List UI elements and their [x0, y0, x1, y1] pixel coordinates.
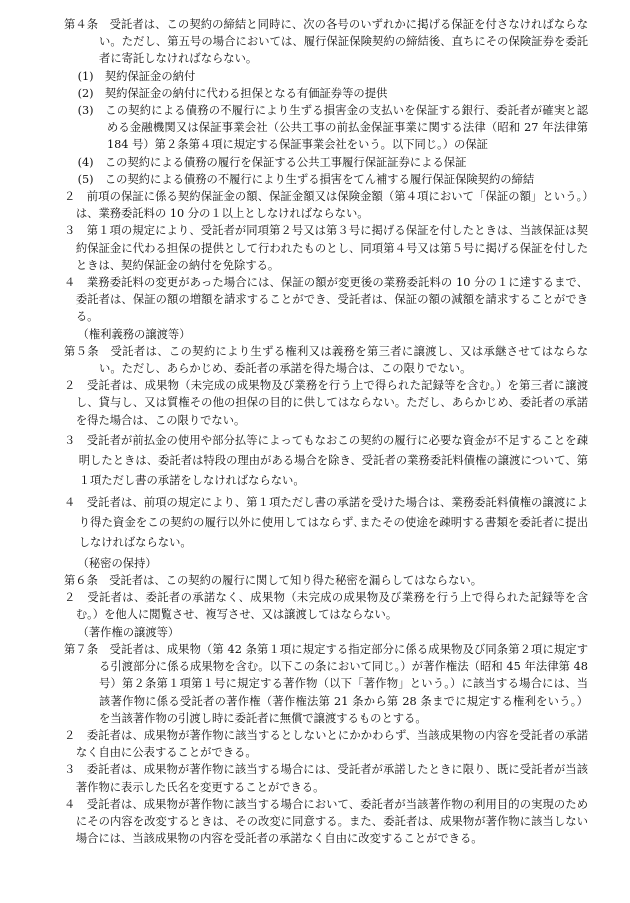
- contract-paragraph: (4) この契約による債務の履行を保証する公共工事履行保証証券による保証: [77, 155, 467, 169]
- contract-paragraph: ４ 受託者は、成果物が著作物に該当する場合において、委託者が当該著作物の利用目的の実現のためにその内容を改変するときは、その改変に同意する。また、委託者は、成果物が著作物に該当しない場合には、当該成果物の内容を受託者の承諾なく自由に改変することができる。: [64, 797, 588, 846]
- article-heading: （秘密の保持）: [77, 556, 157, 570]
- contract-paragraph: (3) この契約による債務の不履行により生ずる損害金の支払いを保証する銀行、委託者が確実と認める金融機関又は保証事業会社（公共工事の前払金保証事業に関する法律（昭和 27 年法律第 184 号）第２条第４項に規定する保証事業会社をいう。以下同じ。）の保証: [77, 104, 588, 152]
- contract-paragraph: 第４条 受託者は、この契約の締結と同時に、次の各号のいずれかに掲げる保証を付さなければならない。ただし、第五号の場合においては、履行保証保険契約の締結後、直ちにその保険証券を委託者に寄託しなければならない。: [64, 18, 588, 66]
- article-heading: （著作権の譲渡等）: [77, 625, 180, 639]
- contract-paragraph: (1) 契約保証金の納付: [77, 69, 196, 83]
- article-section: [64, 555, 588, 624]
- contract-paragraph: ２ 委託者は、成果物が著作物に該当するとしないとにかかわらず、当該成果物の内容を受託者の承諾なく自由に公表することができる。: [64, 728, 588, 760]
- contract-paragraph: ２ 前項の保証に係る契約保証金の額、保証金額又は保険金額（第４項において「保証の額」という。）は、業務委託料の 10 分の１以上としなければならない。: [64, 190, 588, 221]
- contract-paragraph: ４ 業務委託料の変更があった場合には、保証の額が変更後の業務委託料の 10 分の１に達するまで、委託者は、保証の額の増額を請求することができ、受託者は、保証の額の減額を請求することができる。: [64, 276, 588, 324]
- contract-paragraph: ２ 受託者は、委託者の承諾なく、成果物（未完成の成果物及び業務を行う上で得られた記録等を含む。）を他人に閲覧させ、複写させ、又は譲渡してはならない。: [64, 591, 588, 622]
- contract-paragraph: (2) 契約保証金の納付に代わる担保となる有価証券等の提供: [77, 86, 388, 100]
- contract-paragraph: ３ 受託者が前払金の使用や部分払等によってもなおこの契約の履行に必要な資金が不足することを疎明したときは、委託者は特段の理由がある場合を除き、受託者の業務委託料債権の譲渡について、第１項ただし書の承諾をしなければならない。: [64, 433, 588, 487]
- article-section: [64, 326, 588, 553]
- contract-paragraph: (5) この契約による債務の不履行により生ずる損害をてん補する履行保証保険契約の締結: [77, 172, 535, 186]
- contract-paragraph: ３ 第１項の規定により、受託者が同項第２号又は第３号に掲げる保証を付したときは、当該保証は契約保証金に代わる担保の提供として行われたものとし、同項第４号又は第５号に掲げる保証を付したときは、契約保証金の納付を免除する。: [64, 224, 588, 272]
- article-heading: （権利義務の譲渡等）: [77, 327, 191, 341]
- contract-paragraph: 第５条 受託者は、この契約により生ずる権利又は義務を第三者に譲渡し、又は承継させてはならない。ただし、あらかじめ、委託者の承諾を得た場合は、この限りでない。: [64, 344, 588, 376]
- contract-paragraph: 第６条 受託者は、この契約の履行に関して知り得た秘密を漏らしてはならない。: [64, 574, 482, 588]
- contract-paragraph: ２ 受託者は、成果物（未完成の成果物及び業務を行う上で得られた記録等を含む。）を第三者に譲渡し、貸与し、又は質権その他の担保の目的に供してはならない。ただし、あらかじめ、委託者の承諾を得た場合は、この限りでない。: [64, 379, 588, 427]
- article-section: [64, 16, 588, 326]
- article-section: [64, 624, 588, 848]
- contract-paragraph: 第７条 受託者は、成果物（第 42 条第１項に規定する指定部分に係る成果物及び同条第２項に規定する引渡部分に係る成果物を含む。以下この条において同じ。）が著作権法（昭和 45 年法律第 48 号）第２条第１項第１号に規定する著作物（以下「著作物」という。）に該当する場合には、当該著作物に係る受託者の著作権（著作権法第 21 条から第 28 条までに規定する権利をいう。）を当該著作物の引渡し時に委託者に無償で譲渡するものとする。: [64, 642, 588, 725]
- contract-paragraph: ３ 委託者は、成果物が著作物に該当する場合には、受託者が承諾したときに限り、既に受託者が当該著作物に表示した氏名を変更することができる。: [64, 763, 588, 794]
- contract-paragraph: ４ 受託者は、前項の規定により、第１項ただし書の承諾を受けた場合は、業務委託料債権の譲渡により得た資金をこの契約の履行以外に使用してはならず､またその使途を疎明する書類を委託者に提出しなければならない。: [64, 495, 588, 549]
